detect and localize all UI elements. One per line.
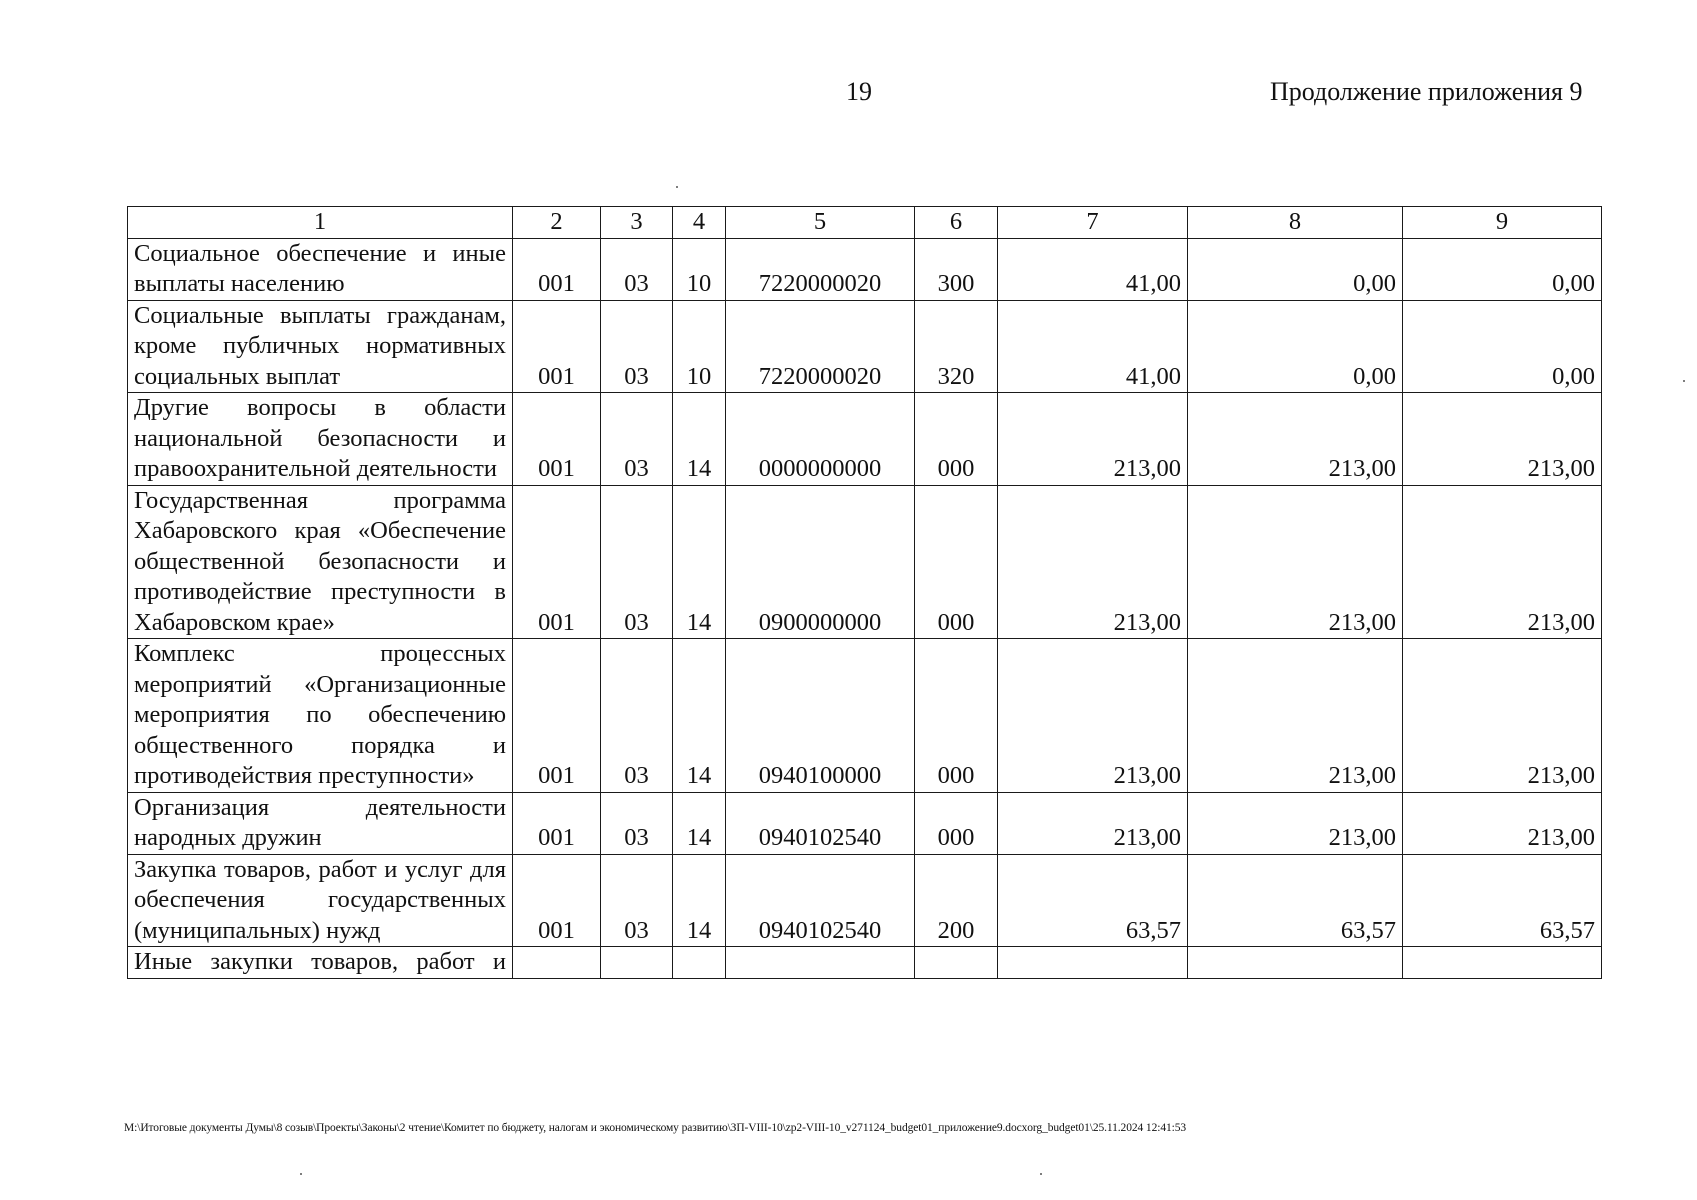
- target-article-code-cell: [726, 947, 915, 979]
- target-article-code-cell: 7220000020: [726, 238, 915, 300]
- section-code-cell: 03: [601, 238, 673, 300]
- department-code-cell: 001: [513, 238, 601, 300]
- amount-cell: 213,00: [1403, 639, 1602, 793]
- amount-cell: 213,00: [1188, 639, 1403, 793]
- table-row: [128, 639, 1602, 793]
- budget-allocation-table: [127, 206, 1602, 979]
- table-row: [128, 485, 1602, 639]
- department-code-cell: 001: [513, 854, 601, 947]
- department-code-cell: 001: [513, 792, 601, 854]
- subsection-code-cell: 14: [673, 854, 726, 947]
- table-row: [128, 792, 1602, 854]
- expense-type-code-cell: 000: [915, 792, 998, 854]
- scan-speck: [1683, 380, 1685, 382]
- column-header: 7: [998, 207, 1188, 239]
- document-file-path: M:\Итоговые документы Думы\8 созыв\Проекты\Законы\2 чтение\Комитет по бюджету, налогам и экономическому развитию\ЗП-VIII-10\zp2-VIII-10_v271124_budget01_приложение9.docxorg_budget01\25.11.2024 12:41:53: [124, 1122, 1187, 1134]
- subsection-code-cell: 10: [673, 238, 726, 300]
- department-code-cell: 001: [513, 393, 601, 486]
- expense-type-code-cell: 300: [915, 238, 998, 300]
- expense-name-cell: Социальное обеспечение и иные выплаты населению: [128, 238, 513, 300]
- section-code-cell: 03: [601, 300, 673, 393]
- subsection-code-cell: 14: [673, 393, 726, 486]
- expense-name-cell: Закупка товаров, работ и услуг для обеспечения государственных (муниципальных) нужд: [128, 854, 513, 947]
- amount-cell: 0,00: [1403, 300, 1602, 393]
- target-article-code-cell: 0900000000: [726, 485, 915, 639]
- column-header: 8: [1188, 207, 1403, 239]
- expense-name-cell: Комплекс процессных мероприятий «Организационные мероприятия по обеспечению общественного порядка и противодействия преступности»: [128, 639, 513, 793]
- amount-cell: 213,00: [998, 393, 1188, 486]
- amount-cell: 0,00: [1188, 238, 1403, 300]
- column-header: 5: [726, 207, 915, 239]
- subsection-code-cell: 14: [673, 485, 726, 639]
- target-article-code-cell: 0940100000: [726, 639, 915, 793]
- amount-cell: [1403, 947, 1602, 979]
- scan-speck: [676, 186, 678, 188]
- table-row: [128, 854, 1602, 947]
- subsection-code-cell: 10: [673, 300, 726, 393]
- table-row: [128, 300, 1602, 393]
- amount-cell: 213,00: [1403, 393, 1602, 486]
- department-code-cell: 001: [513, 485, 601, 639]
- column-header: 3: [601, 207, 673, 239]
- column-header: 9: [1403, 207, 1602, 239]
- section-code-cell: 03: [601, 854, 673, 947]
- department-code-cell: [513, 947, 601, 979]
- appendix-continuation-note: Продолжение приложения 9: [1270, 77, 1583, 106]
- section-code-cell: 03: [601, 792, 673, 854]
- section-code-cell: 03: [601, 485, 673, 639]
- target-article-code-cell: 0940102540: [726, 792, 915, 854]
- amount-cell: 41,00: [998, 300, 1188, 393]
- section-code-cell: 03: [601, 393, 673, 486]
- amount-cell: 213,00: [1403, 485, 1602, 639]
- column-header: 2: [513, 207, 601, 239]
- scan-speck: [300, 1173, 302, 1175]
- expense-name-cell: Организация деятельности народных дружин: [128, 792, 513, 854]
- scan-speck: [1040, 1173, 1042, 1175]
- table-row-continued: [128, 947, 1602, 979]
- target-article-code-cell: 7220000020: [726, 300, 915, 393]
- expense-type-code-cell: 000: [915, 639, 998, 793]
- table-row: [128, 238, 1602, 300]
- amount-cell: 213,00: [998, 485, 1188, 639]
- subsection-code-cell: [673, 947, 726, 979]
- expense-name-cell: Государственная программа Хабаровского края «Обеспечение общественной безопасности и противодействие преступности в Хабаровском крае»: [128, 485, 513, 639]
- target-article-code-cell: 0940102540: [726, 854, 915, 947]
- expense-type-code-cell: 320: [915, 300, 998, 393]
- expense-type-code-cell: [915, 947, 998, 979]
- amount-cell: 213,00: [1188, 485, 1403, 639]
- amount-cell: 0,00: [1188, 300, 1403, 393]
- amount-cell: 0,00: [1403, 238, 1602, 300]
- section-code-cell: [601, 947, 673, 979]
- subsection-code-cell: 14: [673, 639, 726, 793]
- amount-cell: 213,00: [1188, 792, 1403, 854]
- target-article-code-cell: 0000000000: [726, 393, 915, 486]
- amount-cell: 213,00: [998, 792, 1188, 854]
- expense-type-code-cell: 000: [915, 485, 998, 639]
- page-number: 19: [846, 77, 872, 106]
- expense-type-code-cell: 200: [915, 854, 998, 947]
- table-row: [128, 393, 1602, 486]
- expense-name-cell: Другие вопросы в области национальной безопасности и правоохранительной деятельности: [128, 393, 513, 486]
- amount-cell: 63,57: [1403, 854, 1602, 947]
- expense-name-cell: Иные закупки товаров, работ и: [128, 947, 513, 979]
- subsection-code-cell: 14: [673, 792, 726, 854]
- amount-cell: [998, 947, 1188, 979]
- amount-cell: 213,00: [1403, 792, 1602, 854]
- department-code-cell: 001: [513, 639, 601, 793]
- department-code-cell: 001: [513, 300, 601, 393]
- column-number-row: [128, 207, 1602, 239]
- expense-type-code-cell: 000: [915, 393, 998, 486]
- amount-cell: 41,00: [998, 238, 1188, 300]
- amount-cell: 63,57: [998, 854, 1188, 947]
- section-code-cell: 03: [601, 639, 673, 793]
- column-header: 4: [673, 207, 726, 239]
- column-header: 6: [915, 207, 998, 239]
- column-header: 1: [128, 207, 513, 239]
- amount-cell: 213,00: [998, 639, 1188, 793]
- amount-cell: [1188, 947, 1403, 979]
- expense-name-cell: Социальные выплаты гражданам, кроме публичных нормативных социальных выплат: [128, 300, 513, 393]
- amount-cell: 63,57: [1188, 854, 1403, 947]
- amount-cell: 213,00: [1188, 393, 1403, 486]
